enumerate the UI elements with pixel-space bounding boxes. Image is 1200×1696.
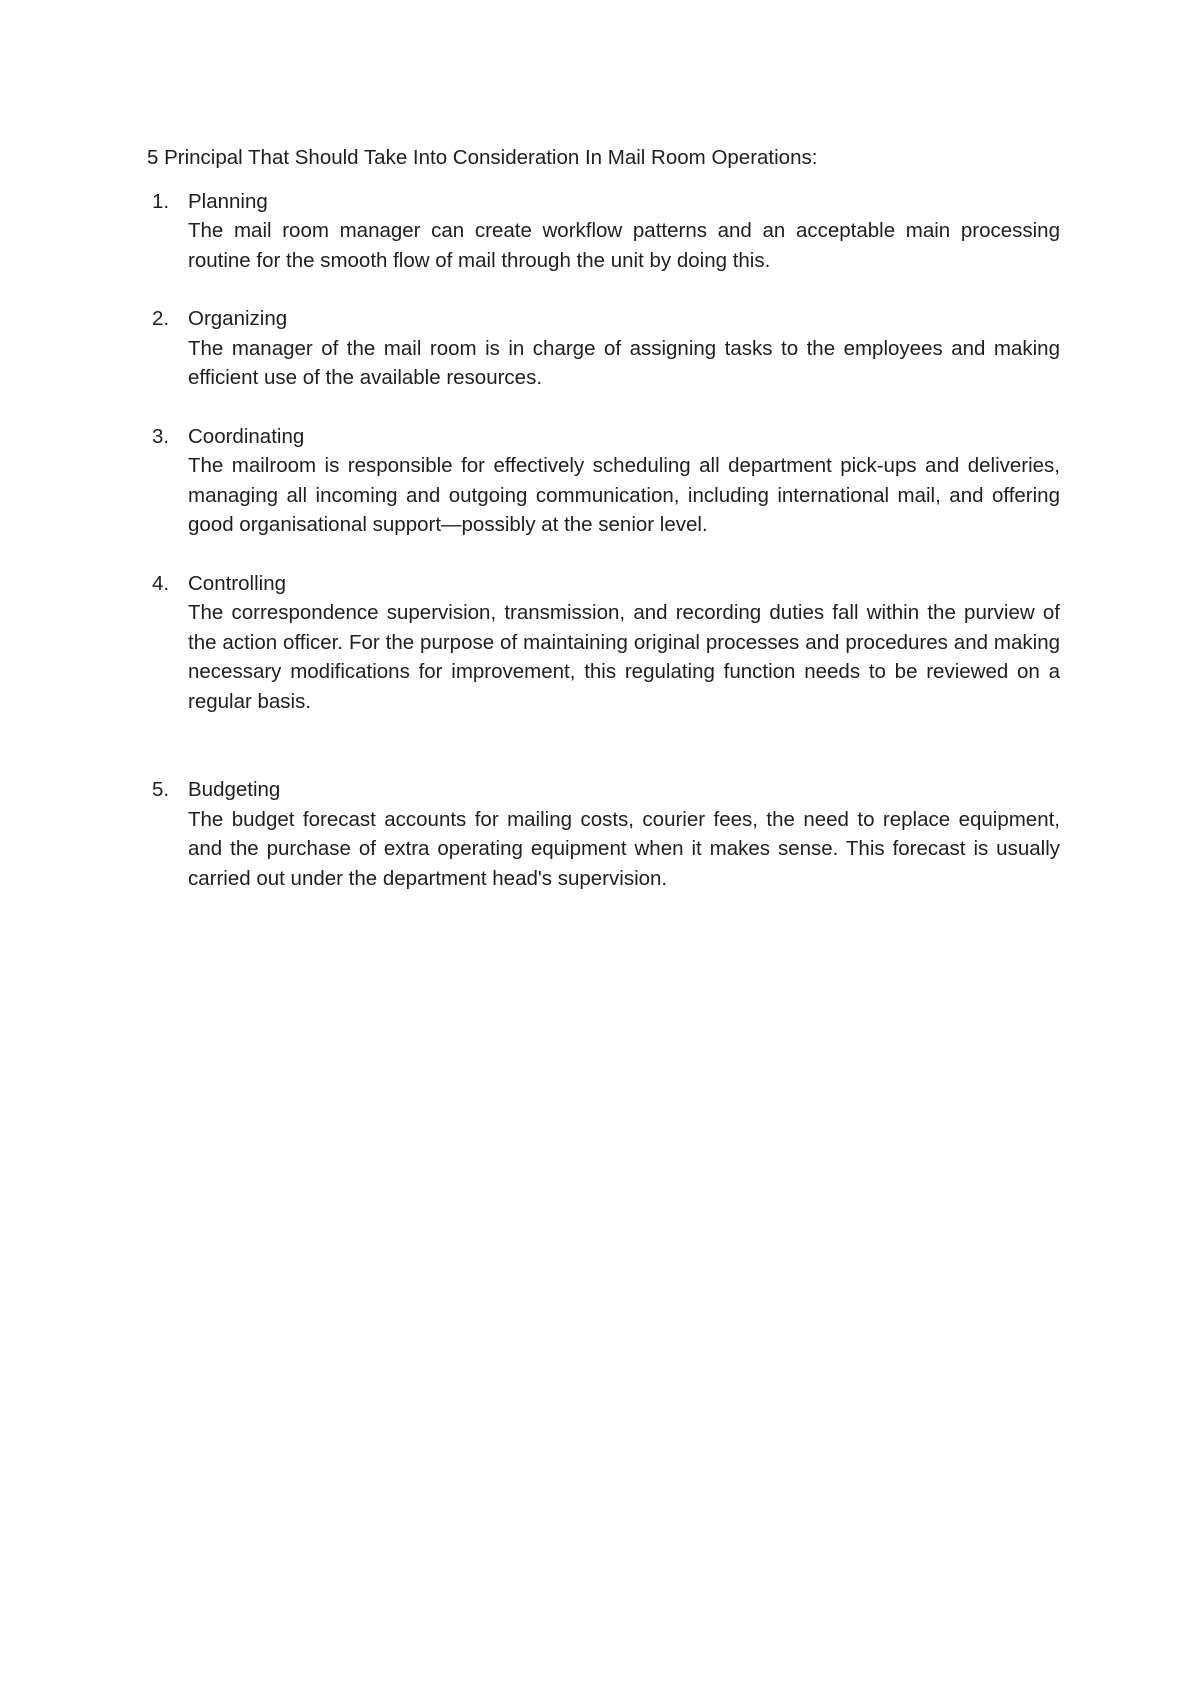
item-heading: Planning <box>188 189 268 213</box>
document-page <box>147 143 1060 922</box>
list-item-budgeting <box>147 775 1060 893</box>
list-item-controlling <box>147 569 1060 717</box>
list-number: 3. <box>152 424 170 448</box>
item-heading: Coordinating <box>188 424 305 448</box>
principles-list <box>147 187 1060 894</box>
list-item-coordinating <box>147 422 1060 540</box>
item-heading: Budgeting <box>188 778 281 801</box>
list-item-organizing <box>147 304 1060 393</box>
list-number: 2. <box>152 307 170 330</box>
list-number: 4. <box>152 571 170 595</box>
item-description: The mailroom is responsible for effectively scheduling all department pick-ups and deliveries, managing all incoming and outgoing communication, including international mail, and offering good organisational support—possibly at the senior level. <box>188 454 1060 536</box>
item-description: The budget forecast accounts for mailing costs, courier fees, the need to replace equipment, and the purchase of extra operating equipment when it makes sense. This forecast is usually carried out under the department head's supervision. <box>188 807 1060 890</box>
document-title: 5 Principal That Should Take Into Consideration In Mail Room Operations: <box>147 146 818 169</box>
item-heading: Controlling <box>188 571 286 595</box>
item-description: The manager of the mail room is in charge of assigning tasks to the employees and making efficient use of the available resources. <box>188 336 1060 389</box>
list-number: 5. <box>152 778 170 801</box>
item-heading: Organizing <box>188 307 288 330</box>
list-number: 1. <box>152 189 170 213</box>
item-description: The mail room manager can create workflow patterns and an acceptable main processing routine for the smooth flow of mail through the unit by doing this. <box>188 219 1060 272</box>
item-description: The correspondence supervision, transmission, and recording duties fall within the purview of the action officer. For the purpose of maintaining original processes and procedures and making necessary modifications for improvement, this regulating function needs to be reviewed on a regular basis. <box>188 601 1060 713</box>
list-item-planning <box>147 187 1060 276</box>
